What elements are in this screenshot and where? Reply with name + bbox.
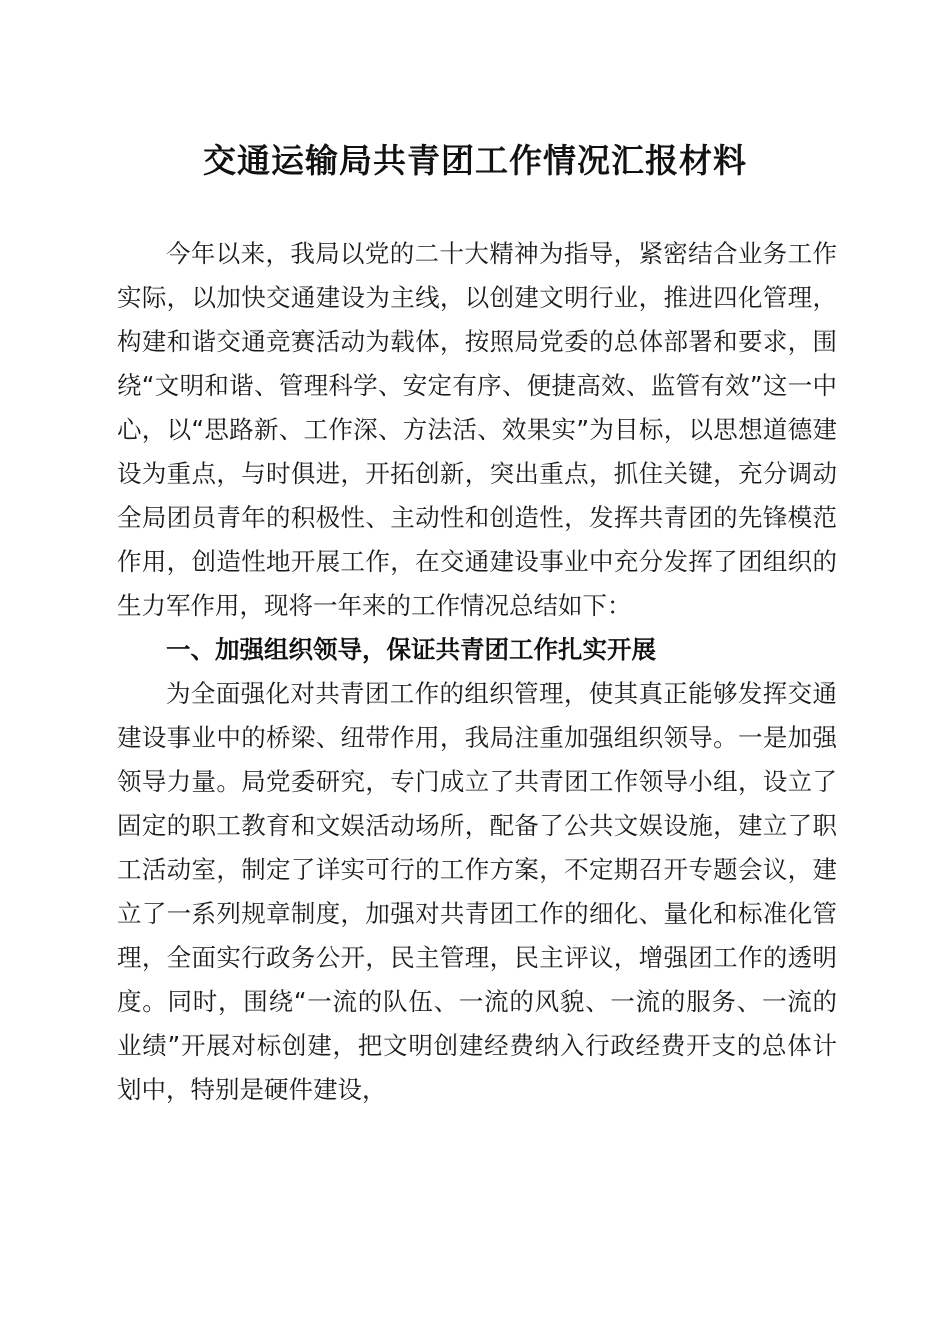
section-paragraph-1: 为全面强化对共青团工作的组织管理，使其真正能够发挥交通建设事业中的桥梁、纽带作用，我局注重加强组织领导。一是加强领导力量。局党委研究，专门成立了共青团工作领导小组，设立了固定的职工教育和文娱活动场所，配备了公共文娱设施，建立了职工活动室，制定了详实可行的工作方案，不定期召开专题会议，建立了一系列规章制度，加强对共青团工作的细化、量化和标准化管理，全面实行政务公开，民主管理，民主评议，增强团工作的透明度。同时，围绕“一流的队伍、一流的风貌、一流的服务、一流的业绩”开展对标创建，把文明创建经费纳入行政经费开支的总体计划中，特别是硬件建设，: [117, 679, 837, 1104]
document-body: [117, 232, 837, 1112]
document-title: 交通运输局共青团工作情况汇报材料: [203, 141, 747, 180]
intro-paragraph: 今年以来，我局以党的二十大精神为指导，紧密结合业务工作实际，以加快交通建设为主线，以创建文明行业，推进四化管理，构建和谐交通竞赛活动为载体，按照局党委的总体部署和要求，围绕“文明和谐、管理科学、安定有序、便捷高效、监管有效”这一中心，以“思路新、工作深、方法活、效果实”为目标，以思想道德建设为重点，与时俱进，开拓创新，突出重点，抓住关键，充分调动全局团员青年的积极性、主动性和创造性，发挥共青团的先锋模范作用，创造性地开展工作，在交通建设事业中充分发挥了团组织的生力军作用，现将一年来的工作情况总结如下：: [117, 239, 837, 620]
section-heading-1: 一、加强组织领导，保证共青团工作扎实开展: [166, 635, 656, 664]
